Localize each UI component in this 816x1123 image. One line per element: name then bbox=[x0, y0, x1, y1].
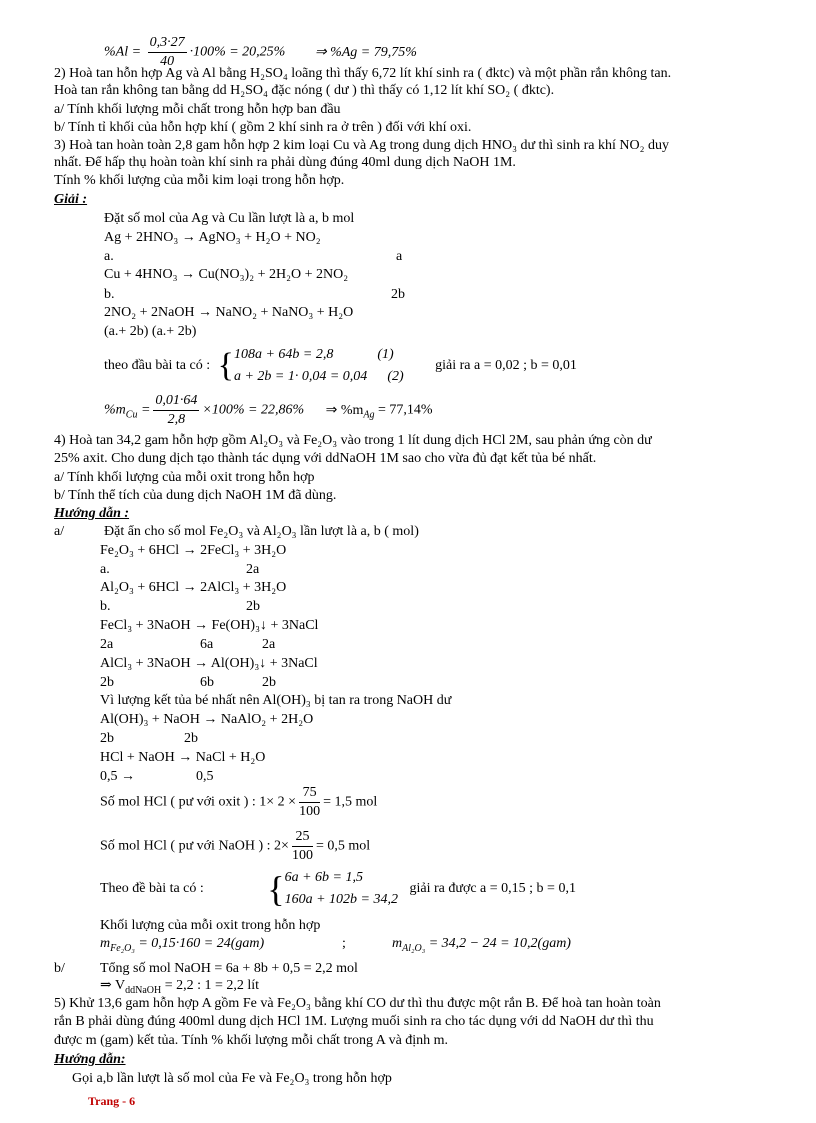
guide-total-naoh: Tổng số mol NaOH = 6a + 8b + 0,5 = 2,2 mol bbox=[100, 961, 358, 976]
system-eq2-tag: (2) bbox=[387, 369, 404, 384]
hcl-oxide-num: 75 bbox=[299, 784, 320, 803]
guide-eq-fe2o3: Fe₂O₃ + 6HCl → 2FeCl₃ + 3H₂O bbox=[100, 543, 287, 558]
hcl-naoh-frac bbox=[292, 828, 313, 865]
mass-al2o3-sub: Al₂O₃ bbox=[402, 942, 426, 954]
problem2-line1: 2) Hoà tan hỗn hợp Ag và Al bằng H₂SO₄ loãng thì thấy 6,72 lít khí sinh ra ( đktc) và một phần rắn không tan. bbox=[54, 66, 672, 81]
cu-lhs-sub: Cu bbox=[125, 409, 138, 421]
mass-fe2o3-sub: Fe₂O₃ bbox=[110, 942, 135, 954]
system-label: theo đầu bài ta có : bbox=[104, 358, 211, 373]
guide-brace-symbol: { bbox=[267, 869, 285, 909]
cu-percent-formula: $\%m_{Cu}$ = $\frac{0,01\cdot 64}{2,8}$ ×100% = 22,86% ⇒ $\%m_{Ag} = 77,14\%$ bbox=[104, 393, 433, 427]
hcl-oxide-label: Số mol HCl ( pư với oxit ) : 1× 2 × bbox=[100, 794, 297, 810]
guide-system-result: giải ra được a = 0,15 ; b = 0,1 bbox=[409, 881, 576, 896]
guide-eq-fecl3: FeCl₃ + 3NaOH → Fe(OH)₃↓ + 3NaCl bbox=[100, 618, 319, 633]
mass-fe2o3-m: m bbox=[100, 936, 111, 951]
system-row1 bbox=[234, 344, 404, 366]
ag-arrow: ⇒ %m bbox=[325, 402, 364, 418]
sol-eq-ag-mol-no2: a bbox=[396, 249, 403, 264]
problem3-line2: nhất. Để hấp thụ hoàn toàn khí sinh ra phải dùng đúng 40ml dung dịch NaOH 1M. bbox=[54, 155, 516, 170]
guide-mass-fe2o3 bbox=[100, 936, 264, 957]
sol-eq-naoh-mol: (a.+ 2b) (a.+ 2b) bbox=[104, 324, 197, 339]
ag-value: = 77,14% bbox=[374, 402, 433, 418]
guide-eq-al2o3-mol-b: b. bbox=[100, 599, 111, 614]
guide-hcl-oxide bbox=[100, 784, 377, 821]
guide-eq-hcl-mol1: 0,5 → bbox=[100, 769, 135, 784]
volume-v: ⇒ V bbox=[100, 978, 126, 993]
ag-sub: Ag bbox=[363, 409, 375, 421]
guide-heading: Hướng dẫn : bbox=[54, 506, 130, 521]
cu-lhs: %m bbox=[104, 402, 126, 418]
cu-frac-num: 0,01·64 bbox=[153, 392, 199, 411]
system-eq1: 108a + 64b = 2,8 bbox=[233, 347, 334, 362]
sol-system bbox=[104, 344, 577, 388]
problem3-line3: Tính % khối lượng của mỗi kim loại trong hỗn hợp. bbox=[54, 173, 345, 188]
cu-frac-den: 2,8 bbox=[167, 412, 186, 427]
guide-step1: Đặt ẩn cho số mol Fe₂O₃ và Al₂O₃ lần lượt là a, b ( mol) bbox=[104, 524, 419, 539]
guide-eq-fecl3-mol2: 6a bbox=[200, 637, 214, 652]
guide-eq-fe2o3-mol-2a: 2a bbox=[246, 562, 260, 577]
hcl-naoh-num: 25 bbox=[292, 828, 313, 847]
al-label: %Al = bbox=[104, 44, 145, 60]
cu-result: ×100% = 22,86% bbox=[202, 402, 305, 418]
problem5-line3: được m (gam) kết tủa. Tính % khối lượng mỗi chất trong A và định m. bbox=[54, 1033, 449, 1048]
guide-system-rows bbox=[285, 867, 398, 911]
problem3-line1: 3) Hoà tan hoàn toàn 2,8 gam hỗn hợp 2 kim loại Cu và Ag trong dung dịch HNO₃ dư thì sinh ra khí NO₂ duy bbox=[54, 138, 670, 153]
problem4-line2: 25% axit. Cho dung dịch tạo thành tác dụng với ddNaOH 1M sao cho vừa đủ đạt kết tủa bé nhất. bbox=[54, 451, 597, 466]
hcl-naoh-result: = 0,5 mol bbox=[315, 838, 371, 854]
guide-part-a: a/ bbox=[54, 524, 65, 539]
guide-system-eq2: 160a + 102b = 34,2 bbox=[284, 892, 398, 907]
guide2-heading: Hướng dẫn: bbox=[54, 1052, 126, 1067]
cu-fraction bbox=[153, 392, 199, 429]
problem2-line2: Hoà tan rắn không tan bằng dd H₂SO₄ đặc nóng ( dư ) thì thấy có 1,12 lít khí SO₂ ( đktc). bbox=[54, 83, 555, 98]
hcl-naoh-label: Số mol HCl ( pư với NaOH ) : 2× bbox=[100, 838, 289, 854]
sol-eq-naoh: 2NO₂ + 2NaOH → NaNO₂ + NaNO₃ + H₂O bbox=[104, 305, 354, 320]
mass-fe2o3-val: = 0,15·160 = 24(gam) bbox=[134, 936, 265, 951]
sol-eq-ag-mol-a: a. bbox=[104, 249, 114, 264]
guide-hcl-naoh bbox=[100, 828, 370, 865]
al-frac-num: 0,3·27 bbox=[148, 34, 187, 53]
hcl-oxide-frac bbox=[299, 784, 320, 821]
guide-part-b: b/ bbox=[54, 961, 65, 976]
guide-system-brace bbox=[267, 866, 398, 912]
guide-eq-alcl3-mol2: 6b bbox=[200, 675, 214, 690]
guide-system-eq1: 6a + 6b = 1,5 bbox=[284, 870, 363, 885]
guide2-step1: Gọi a,b lần lượt là số mol của Fe và Fe₂O₃ trong hỗn hợp bbox=[72, 1071, 392, 1086]
mass-al2o3-val: = 34,2 − 24 = 10,2(gam) bbox=[425, 936, 571, 951]
al-frac-den: 40 bbox=[160, 54, 175, 69]
sol-step1: Đặt số mol của Ag và Cu lần lượt là a, b mol bbox=[104, 211, 355, 226]
guide-system bbox=[100, 866, 576, 912]
guide-note: Vì lượng kết tủa bé nhất nên Al(OH)₃ bị tan ra trong NaOH dư bbox=[100, 693, 452, 708]
problem4-line1: 4) Hoà tan 34,2 gam hỗn hợp gồm Al₂O₃ và Fe₂O₃ vào trong 1 lít dung dịch HCl 2M, sau phản ứng còn dư bbox=[54, 433, 652, 448]
system-result: giải ra a = 0,02 ; b = 0,01 bbox=[435, 358, 577, 373]
solution-heading: Giải : bbox=[54, 192, 88, 207]
problem2-b: b/ Tính tỉ khối của hỗn hợp khí ( gồm 2 khí sinh ra ở trên ) đối với khí oxi. bbox=[54, 120, 472, 135]
volume-val: = 2,2 : 1 = 2,2 lít bbox=[161, 978, 260, 993]
ag-result: ⇒ %Ag = 79,75% bbox=[314, 44, 417, 60]
guide-eq-al2o3: Al₂O₃ + 6HCl → 2AlCl₃ + 3H₂O bbox=[100, 580, 287, 595]
guide-eq-hcl-mol2: 0,5 bbox=[196, 769, 214, 784]
al-result: ·100% = 20,25% bbox=[189, 44, 286, 60]
system-eq1-tag: (1) bbox=[377, 347, 394, 362]
guide-eq-hcl: HCl + NaOH → NaCl + H₂O bbox=[100, 750, 266, 765]
sol-eq-cu-mol-b: b. bbox=[104, 287, 115, 302]
sol-eq-cu-mol-no2: 2b bbox=[391, 287, 405, 302]
brace-symbol: { bbox=[217, 347, 234, 384]
guide-eq-aloh3-mol2: 2b bbox=[184, 731, 198, 746]
guide-mass-title: Khối lượng của mỗi oxit trong hỗn hợp bbox=[100, 918, 321, 933]
problem4-a: a/ Tính khối lượng của mỗi oxit trong hỗn hợp bbox=[54, 470, 315, 485]
hcl-naoh-den: 100 bbox=[291, 848, 313, 863]
system-brace bbox=[218, 344, 404, 388]
hcl-oxide-result: = 1,5 mol bbox=[323, 794, 378, 810]
system-row2 bbox=[234, 366, 404, 388]
sol-eq-ag: Ag + 2HNO₃ → AgNO₃ + H₂O + NO₂ bbox=[104, 230, 321, 245]
problem5-line1: 5) Khử 13,6 gam hỗn hợp A gồm Fe và Fe₂O₃ bằng khí CO dư thì thu được một rắn B. Để hoà tan hoàn toàn bbox=[54, 996, 661, 1011]
mass-separator: ; bbox=[342, 936, 346, 951]
guide-eq-alcl3-mol1: 2b bbox=[100, 675, 114, 690]
problem2-a: a/ Tính khối lượng mỗi chất trong hỗn hợp ban đầu bbox=[54, 102, 341, 117]
guide-system-label: Theo đề bài ta có : bbox=[100, 881, 204, 896]
problem5-line2: rắn B phải dùng đúng 400ml dung dịch HCl 1M. Lượng muối sinh ra cho tác dụng với dd NaOH dư thì thu bbox=[54, 1014, 654, 1029]
system-rows bbox=[234, 344, 404, 388]
hcl-oxide-den: 100 bbox=[299, 804, 321, 819]
system-eq2: a + 2b = 1· 0,04 = 0,04 bbox=[233, 369, 368, 384]
sol-eq-cu: Cu + 4HNO₃ → Cu(NO₃)₂ + 2H₂O + 2NO₂ bbox=[104, 267, 349, 282]
guide-eq-fe2o3-mol-a: a. bbox=[100, 562, 110, 577]
volume-sub: ddNaOH bbox=[125, 984, 162, 996]
guide-eq-alcl3: AlCl₃ + 3NaOH → Al(OH)₃↓ + 3NaCl bbox=[100, 656, 318, 671]
page-footer: Trang - 6 bbox=[88, 1094, 136, 1108]
guide-eq-fecl3-mol3: 2a bbox=[262, 637, 276, 652]
guide-eq-fecl3-mol1: 2a bbox=[100, 637, 114, 652]
guide-eq-aloh3-mol1: 2b bbox=[100, 731, 114, 746]
guide-eq-al2o3-mol-2b: 2b bbox=[246, 599, 260, 614]
guide-eq-aloh3: Al(OH)₃ + NaOH → NaAlO₂ + 2H₂O bbox=[100, 712, 314, 727]
problem4-b: b/ Tính thể tích của dung dịch NaOH 1M đã dùng. bbox=[54, 488, 337, 503]
guide-eq-alcl3-mol3: 2b bbox=[262, 675, 276, 690]
mass-al2o3-m: m bbox=[392, 936, 403, 951]
guide-mass-al2o3 bbox=[392, 936, 571, 957]
